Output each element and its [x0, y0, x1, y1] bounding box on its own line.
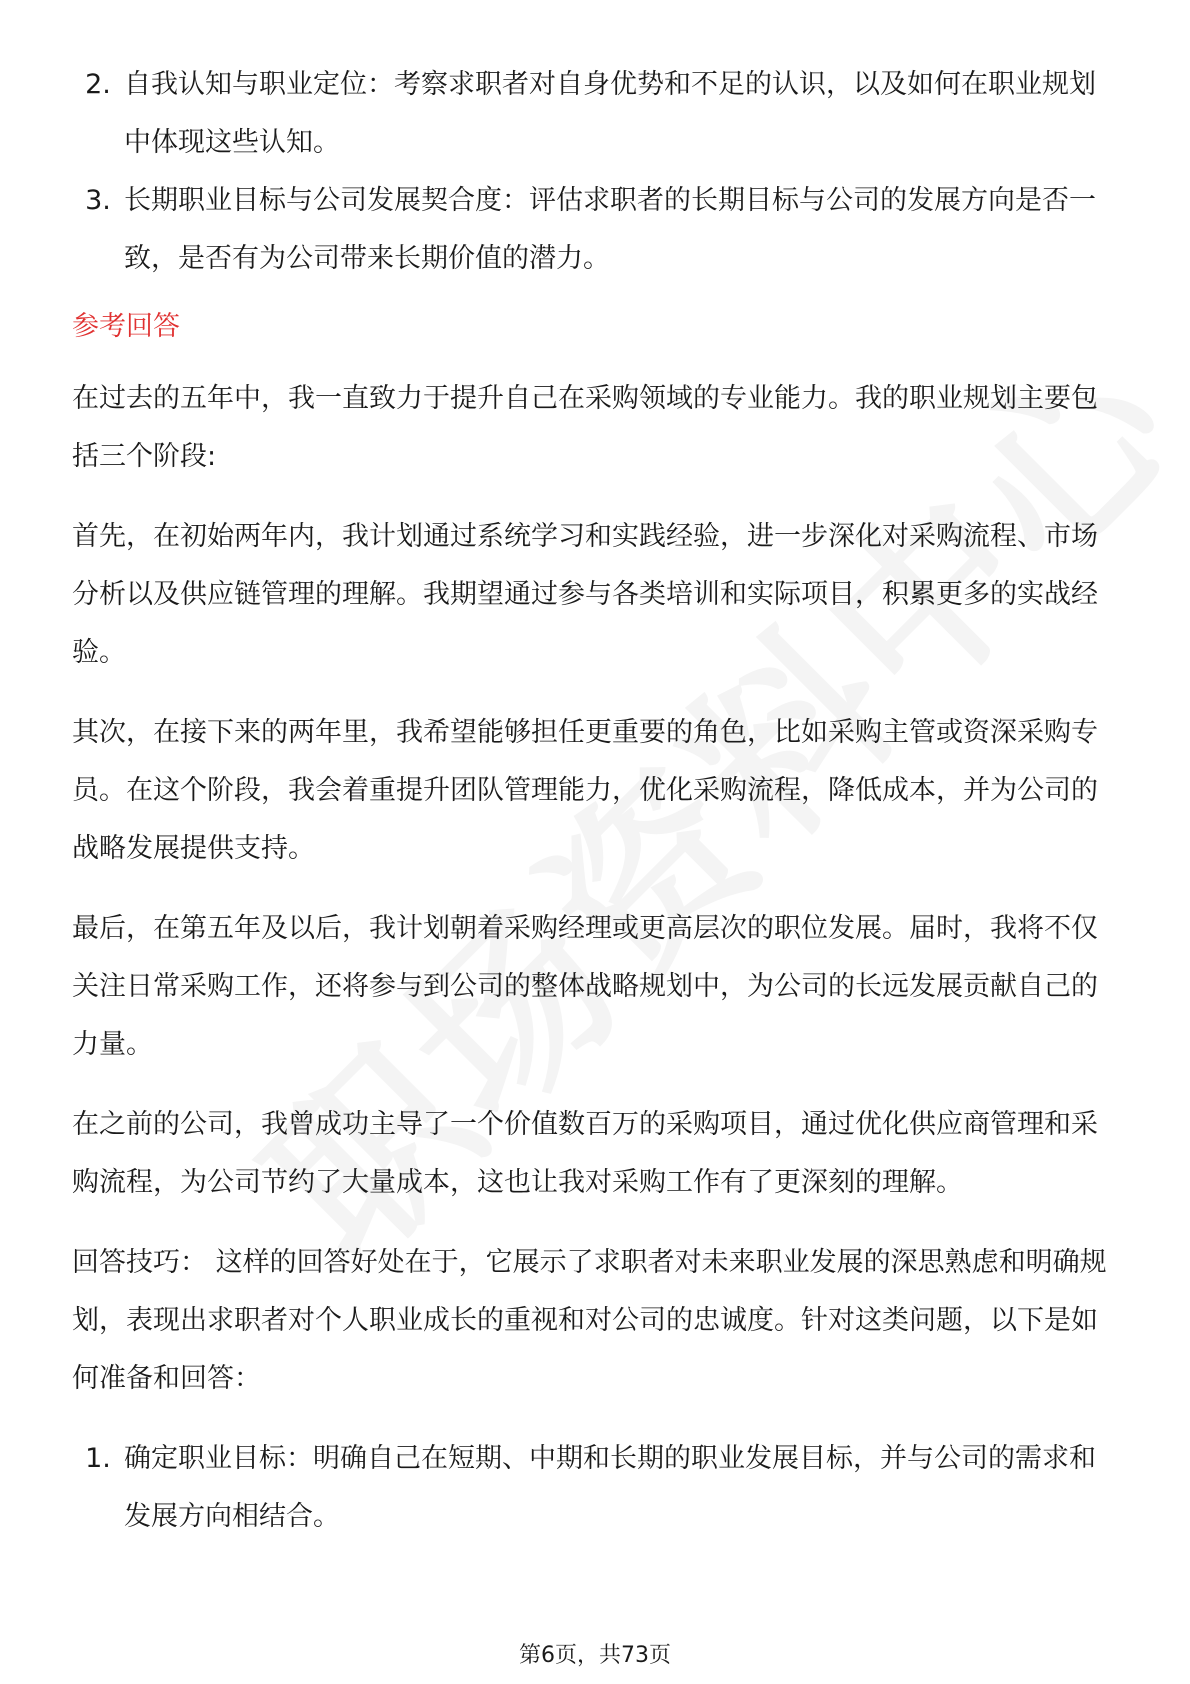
criteria-list [72, 56, 1122, 288]
paragraph: 其次，在接下来的两年里，我希望能够担任更重要的角色，比如采购主管或资深采购专员。在这个阶段，我会着重提升团队管理能力，优化采购流程，降低成本，并为公司的战略发展提供支持。 [72, 717, 1098, 864]
paragraph: 在过去的五年中，我一直致力于提升自己在采购领域的专业能力。我的职业规划主要包括三个阶段: [72, 383, 1098, 472]
list-item [72, 56, 1122, 172]
list-text: 长期职业目标与公司发展契合度：评估求职者的长期目标与公司的发展方向是否一致，是否有为公司带来长期价值的潜力。 [124, 185, 1096, 274]
page-content [72, 56, 1122, 1546]
list-text: 确定职业目标：明确自己在短期、中期和长期的职业发展目标，并与公司的需求和发展方向相结合。 [124, 1443, 1096, 1532]
list-number: 1. [85, 1443, 111, 1474]
page-number-footer: 第6页，共73页 [519, 1643, 671, 1668]
paragraph: 回答技巧： 这样的回答好处在于，它展示了求职者对未来职业发展的深思熟虑和明确规划，表现出求职者对个人职业成长的重视和对公司的忠诚度。针对这类问题，以下是如何准备和回答： [72, 1247, 1107, 1394]
tips-list [72, 1430, 1122, 1546]
list-item [72, 1430, 1122, 1546]
paragraph: 在之前的公司，我曾成功主导了一个价值数百万的采购项目，通过优化供应商管理和采购流程，为公司节约了大量成本，这也让我对采购工作有了更深刻的理解。 [72, 1109, 1098, 1198]
list-number: 2. [85, 69, 111, 100]
list-item [72, 172, 1122, 288]
paragraph: 首先，在初始两年内，我计划通过系统学习和实践经验，进一步深化对采购流程、市场分析以及供应链管理的理解。我期望通过参与各类培训和实际项目，积累更多的实战经验。 [72, 521, 1098, 668]
paragraph: 最后，在第五年及以后，我计划朝着采购经理或更高层次的职位发展。届时，我将不仅关注日常采购工作，还将参与到公司的整体战略规划中，为公司的长远发展贡献自己的力量。 [72, 913, 1098, 1060]
list-text: 自我认知与职业定位：考察求职者对自身优势和不足的认识，以及如何在职业规划中体现这些认知。 [124, 69, 1096, 158]
section-title: 参考回答 [72, 311, 180, 342]
list-number: 3. [85, 185, 111, 216]
